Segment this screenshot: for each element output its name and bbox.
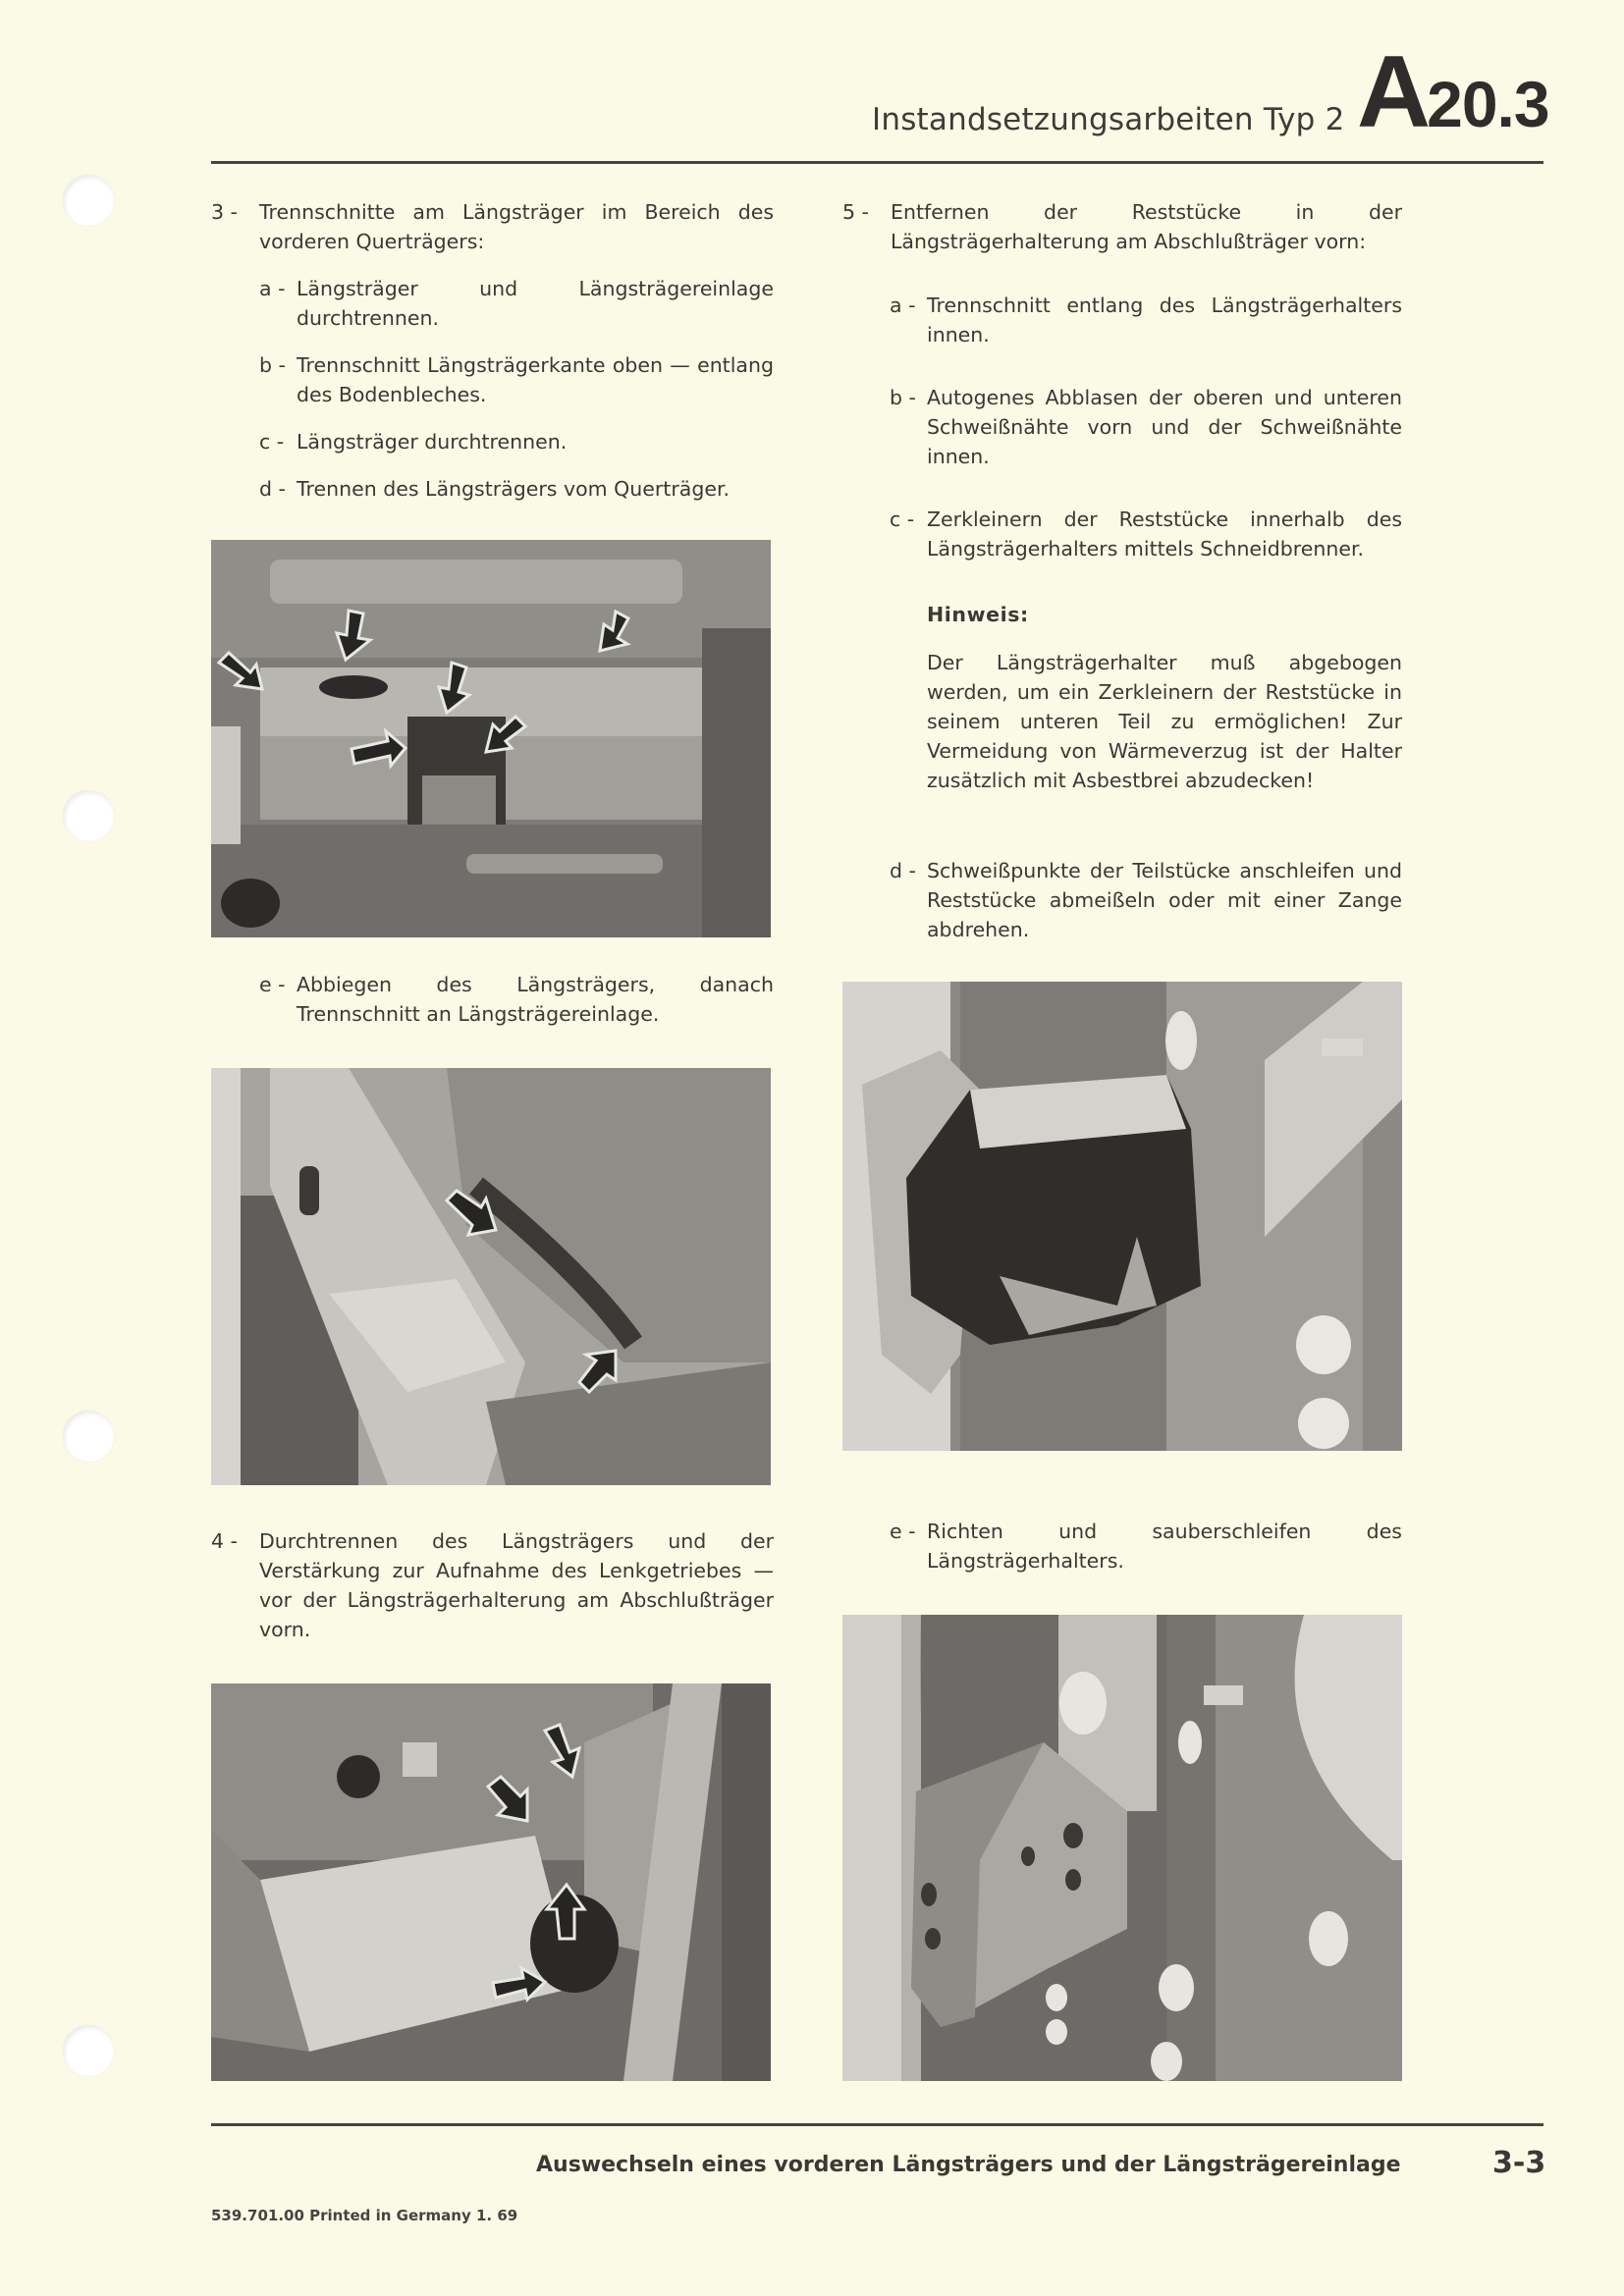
footer-title: Auswechseln eines vorderen Längsträgers und der Längsträgereinlage: [536, 2153, 1401, 2177]
arrow-icon: [493, 1968, 545, 2000]
arrow-icon: [486, 717, 525, 752]
arrow-icon: [545, 1725, 579, 1777]
item-label: b -: [890, 386, 916, 409]
punch-hole: [63, 2025, 114, 2076]
step-text: Entfernen der Reststücke in der Längsträgerhalterung am Abschlußträger vorn:: [891, 200, 1402, 253]
note-text: Der Längsträgerhalter muß abgebogen werden, um ein Zerkleinern der Reststücke in seinem unteren Teil zu ermöglichen! Zur Vermeidung von Wärmeverzug ist der Halter zusätzlich mit Asbestbrei abzudecken!: [927, 651, 1402, 792]
step-5-item-e: [890, 1517, 1402, 1575]
list-item: [890, 505, 1402, 563]
header-rule: [211, 161, 1543, 164]
step-4: [211, 1526, 774, 1644]
arrow-icon: [547, 1885, 584, 1939]
step-number: 3 -: [211, 200, 238, 224]
step-5: [842, 197, 1402, 256]
step-5-items: [890, 291, 1402, 563]
item-label: d -: [890, 859, 916, 882]
list-item: [890, 1517, 1402, 1575]
step-number: 5 -: [842, 200, 869, 224]
section-code-number: 20.3: [1427, 68, 1549, 140]
step-3-items: [259, 274, 774, 504]
item-text: Autogenes Abblasen der oberen und unteren Schweißnähte vorn und der Schweißnähte innen.: [927, 386, 1402, 468]
arrow-icon: [579, 1351, 616, 1392]
list-item: [259, 474, 774, 504]
step-text: Durchtrennen des Längsträgers und der Verstärkung zur Aufnahme des Lenkgetriebes — vor der Längsträgerhalterung am Abschlußträger vorn.: [259, 1529, 774, 1641]
item-label: c -: [259, 430, 285, 454]
arrow-icon: [488, 1777, 527, 1821]
item-label: a -: [890, 294, 916, 317]
punch-hole: [63, 1411, 114, 1462]
section-code: [1357, 35, 1549, 149]
list-item: [890, 383, 1402, 471]
list-item: [259, 970, 774, 1029]
item-label: a -: [259, 277, 286, 300]
list-item: [259, 350, 774, 409]
section-code-letter: A: [1357, 35, 1428, 149]
arrow-icon: [352, 731, 406, 766]
photo-bent-longitudinal-member: [211, 1068, 771, 1485]
punch-hole: [63, 175, 114, 226]
arrow-icon: [447, 1191, 496, 1235]
punch-hole: [63, 790, 114, 841]
item-text: Abbiegen des Längsträgers, danach Trennschnitt an Längsträgereinlage.: [297, 973, 774, 1026]
item-text: Längsträger durchtrennen.: [297, 430, 568, 454]
step-5-item-d: [890, 856, 1402, 944]
arrow-icon: [337, 611, 370, 660]
arrow-icon: [600, 612, 628, 651]
item-label: d -: [259, 477, 286, 501]
item-text: Zerkleinern der Reststücke innerhalb des Längsträgerhalters mittels Schneidbrenner.: [927, 507, 1402, 561]
item-text: Längsträger und Längsträgereinlage durchtrennen.: [297, 277, 774, 330]
list-item: [890, 291, 1402, 349]
header-title: Instandsetzungsarbeiten Typ 2: [872, 102, 1345, 137]
arrow-icon: [219, 653, 262, 689]
step-3: [211, 197, 774, 256]
print-note: 539.701.00 Printed in Germany 1. 69: [211, 2207, 518, 2224]
item-text: Trennen des Längsträgers vom Querträger.: [297, 477, 731, 501]
list-item: [890, 856, 1402, 944]
photo-steering-gear-reinforcement: [211, 1683, 771, 2081]
photo-straightened-holder: [842, 1615, 1402, 2081]
item-text: Trennschnitt entlang des Längsträgerhalters innen.: [927, 294, 1402, 347]
arrow-icon: [439, 663, 469, 713]
step-number: 4 -: [211, 1529, 238, 1553]
item-text: Schweißpunkte der Teilstücke anschleifen und Reststücke abmeißeln oder mit einer Zange abdrehen.: [927, 859, 1402, 941]
item-label: b -: [259, 353, 286, 377]
item-label: e -: [890, 1520, 916, 1543]
footer-rule: [211, 2123, 1543, 2126]
step-text: Trennschnitte am Längsträger im Bereich des vorderen Querträgers:: [259, 200, 774, 253]
item-text: Richten und sauberschleifen des Längsträgerhalters.: [927, 1520, 1402, 1573]
note-block: [927, 600, 1402, 795]
item-label: c -: [890, 507, 915, 531]
list-item: [259, 427, 774, 456]
photo-cut-at-crossmember: [211, 540, 771, 937]
step-3-item-e: [259, 970, 774, 1029]
photo-remnants-in-holder: [842, 982, 1402, 1451]
page-number: 3-3: [1492, 2146, 1546, 2180]
item-text: Trennschnitt Längsträgerkante oben — entlang des Bodenbleches.: [297, 353, 774, 406]
item-label: e -: [259, 973, 286, 996]
list-item: [259, 274, 774, 333]
note-heading: Hinweis:: [927, 603, 1029, 626]
